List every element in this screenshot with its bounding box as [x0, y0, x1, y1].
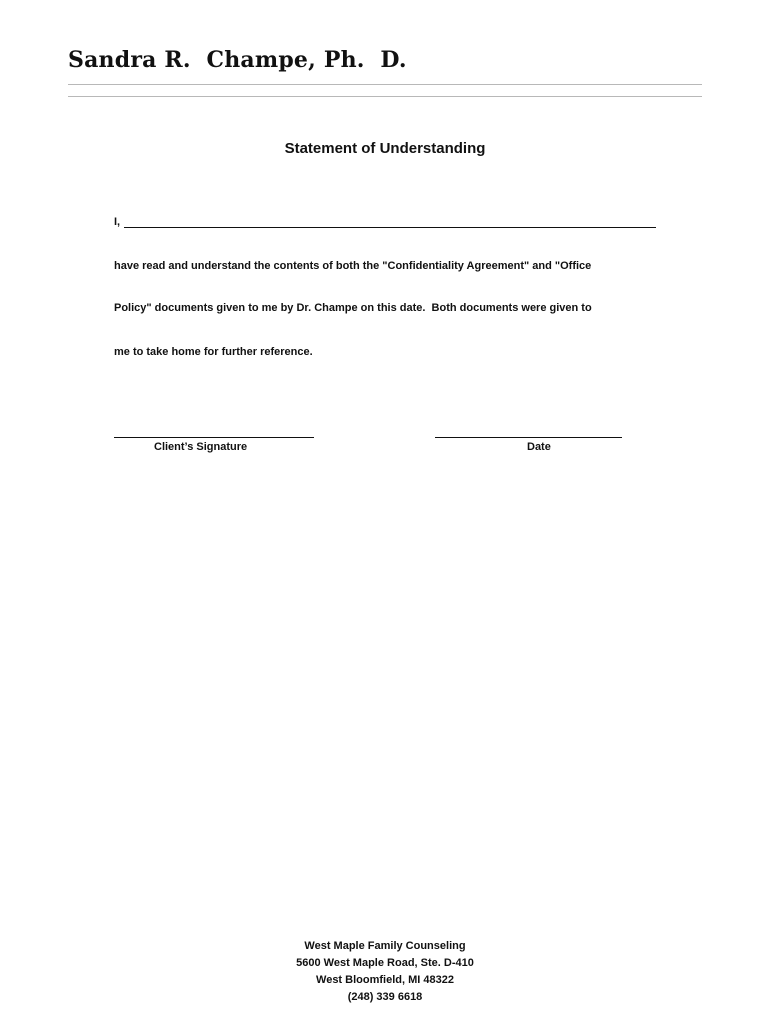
- client-signature-line: [114, 437, 314, 438]
- footer-practice-name: West Maple Family Counseling: [304, 940, 466, 952]
- paragraph-line-1: have read and understand the contents of both the "Confidentiality Agreement" and "Office: [114, 260, 592, 272]
- name-blank-line: [124, 227, 656, 228]
- paragraph-line-3: me to take home for further reference.: [114, 346, 313, 358]
- client-signature-label: Client’s Signature: [154, 441, 248, 453]
- footer-phone: (248) 339 6618: [347, 991, 423, 1003]
- date-signature-line: [435, 437, 622, 438]
- letterhead-rule-top: [68, 84, 702, 85]
- footer-address: [0, 938, 770, 1006]
- document-title: Statement of Understanding: [284, 140, 486, 157]
- date-label: Date: [527, 441, 551, 453]
- paragraph-line-2: Policy" documents given to me by Dr. Champe on this date. Both documents were given to: [114, 302, 592, 314]
- footer-city-state-zip: West Bloomfield, MI 48322: [316, 974, 454, 986]
- letterhead-rule-bottom: [68, 96, 702, 97]
- footer-street: 5600 West Maple Road, Ste. D-410: [296, 957, 474, 969]
- letterhead-name: Sandra R. Champe, Ph. D.: [68, 47, 407, 73]
- opening-text: I,: [114, 216, 121, 228]
